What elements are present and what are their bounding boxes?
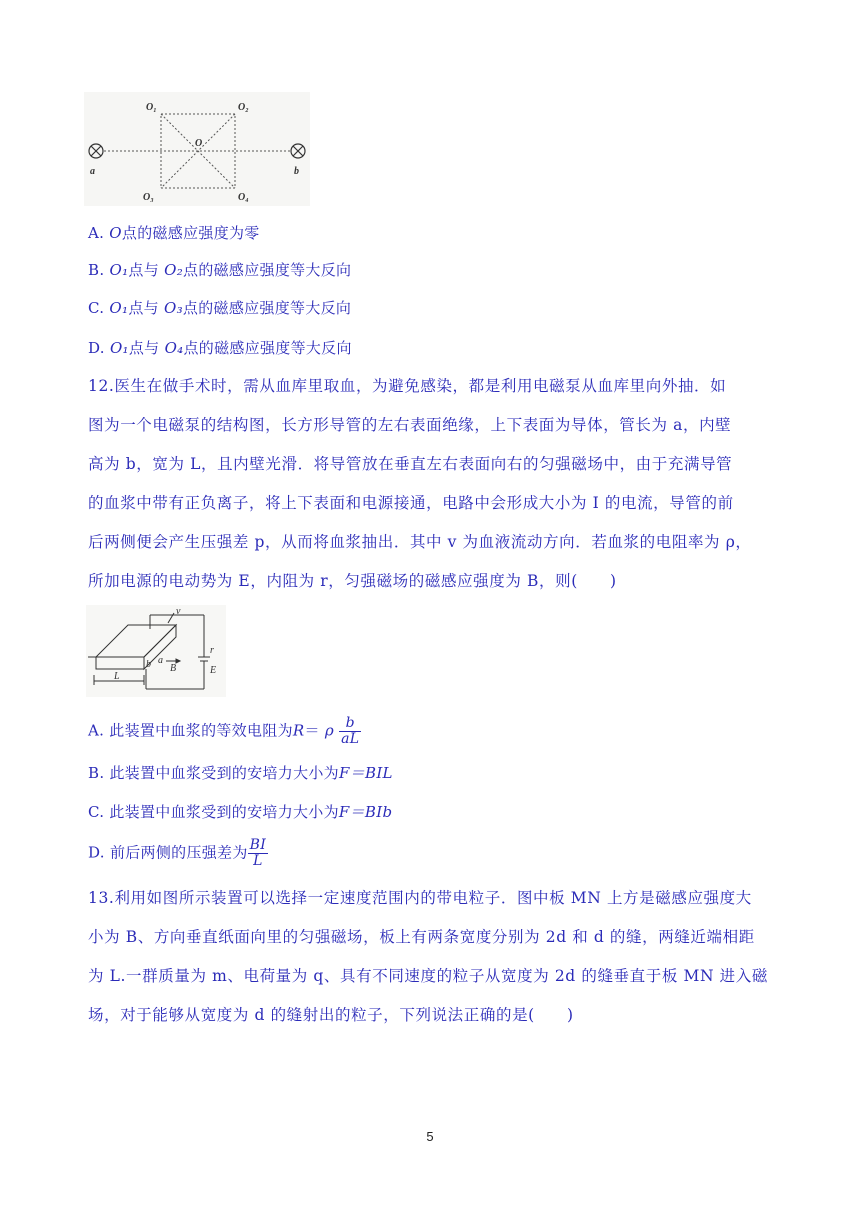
q12-stem-line: 后两侧便会产生压强差 p，从而将血浆抽出．其中 v 为血液流动方向．若血浆的电阻率为 ρ， [88,533,752,551]
label-E: E [210,665,217,676]
q12-option-c: C. 此装置中血浆受到的安培力大小为F＝BIb [88,803,393,821]
label-b: b [146,659,151,670]
q11-option-c: C. O₁点与 O₃点的磁感应强度等大反向 [88,299,352,317]
label-B: B [170,663,177,674]
label-o2: O₂ [238,102,249,113]
label-o1: O₁ [146,102,157,113]
q12-stem [88,367,788,601]
q12-stem-line: 高为 b，宽为 L，且内壁光滑．将导管放在垂直左右表面向右的匀强磁场中，由于充满导管 [88,455,733,473]
q11-option-d: D. O₁点与 O₄点的磁感应强度等大反向 [88,339,352,357]
q12-stem-line: 12.医生在做手术时，需从血库里取血，为避免感染，都是利用电磁泵从血库里向外抽．如 [88,377,727,395]
label-a: a [158,655,163,666]
formula-fraction: $\frac{b}{aL}$ [341,715,360,747]
page-number: 5 [426,1129,434,1144]
q12-stem-line: 的血浆中带有正负离子，将上下表面和电源接通，电路中会形成大小为 I 的电流，导管的前 [88,494,734,512]
label-wire-a: a [90,166,95,177]
label-o4: O₄ [238,192,249,203]
formula-fraction: $\frac{BI}{L}$ [249,837,267,869]
figure-em-pump [86,605,226,697]
figure-wires-square [84,92,310,206]
q12-stem-line: 所加电源的电动势为 E，内阻为 r，匀强磁场的磁感应强度为 B，则( ) [88,572,617,590]
q12-option-b: B. 此装置中血浆受到的安培力大小为F＝BIL [88,764,393,782]
q13-stem-line: 13.利用如图所示装置可以选择一定速度范围内的带电粒子．图中板 MN 上方是磁感应强度大 [88,889,752,907]
label-L: L [114,671,120,682]
q12-stem-line: 图为一个电磁泵的结构图，长方形导管的左右表面绝缘，上下表面为导体，管长为 a，内壁 [88,416,732,434]
q13-stem-line: 小为 B、方向垂直纸面向里的匀强磁场，板上有两条宽度分别为 2d 和 d 的缝，两缝近端相距 [88,928,755,946]
label-o3: O₃ [143,192,154,203]
q13-stem-line: 为 L.一群质量为 m、电荷量为 q、具有不同速度的粒子从宽度为 2d 的缝垂直于板 MN 进入磁 [88,967,768,985]
q12-option-a: A. 此装置中血浆的等效电阻为R＝ ρ $\frac{b}{aL}$ [88,715,360,747]
q11-option-a: A. O点的磁感应强度为零 [88,224,260,242]
label-v: v [176,606,181,617]
q11-option-b: B. O₁点与 O₂点的磁感应强度等大反向 [88,261,352,279]
q12-option-d: D. 前后两侧的压强差为 $\frac{BI}{L}$ [88,837,267,869]
q13-stem-line: 场，对于能够从宽度为 d 的缝射出的粒子，下列说法正确的是( ) [88,1006,574,1024]
q13-stem [88,879,788,1035]
label-wire-b: b [294,166,299,177]
label-o: O [195,138,203,149]
label-r: r [210,645,214,656]
